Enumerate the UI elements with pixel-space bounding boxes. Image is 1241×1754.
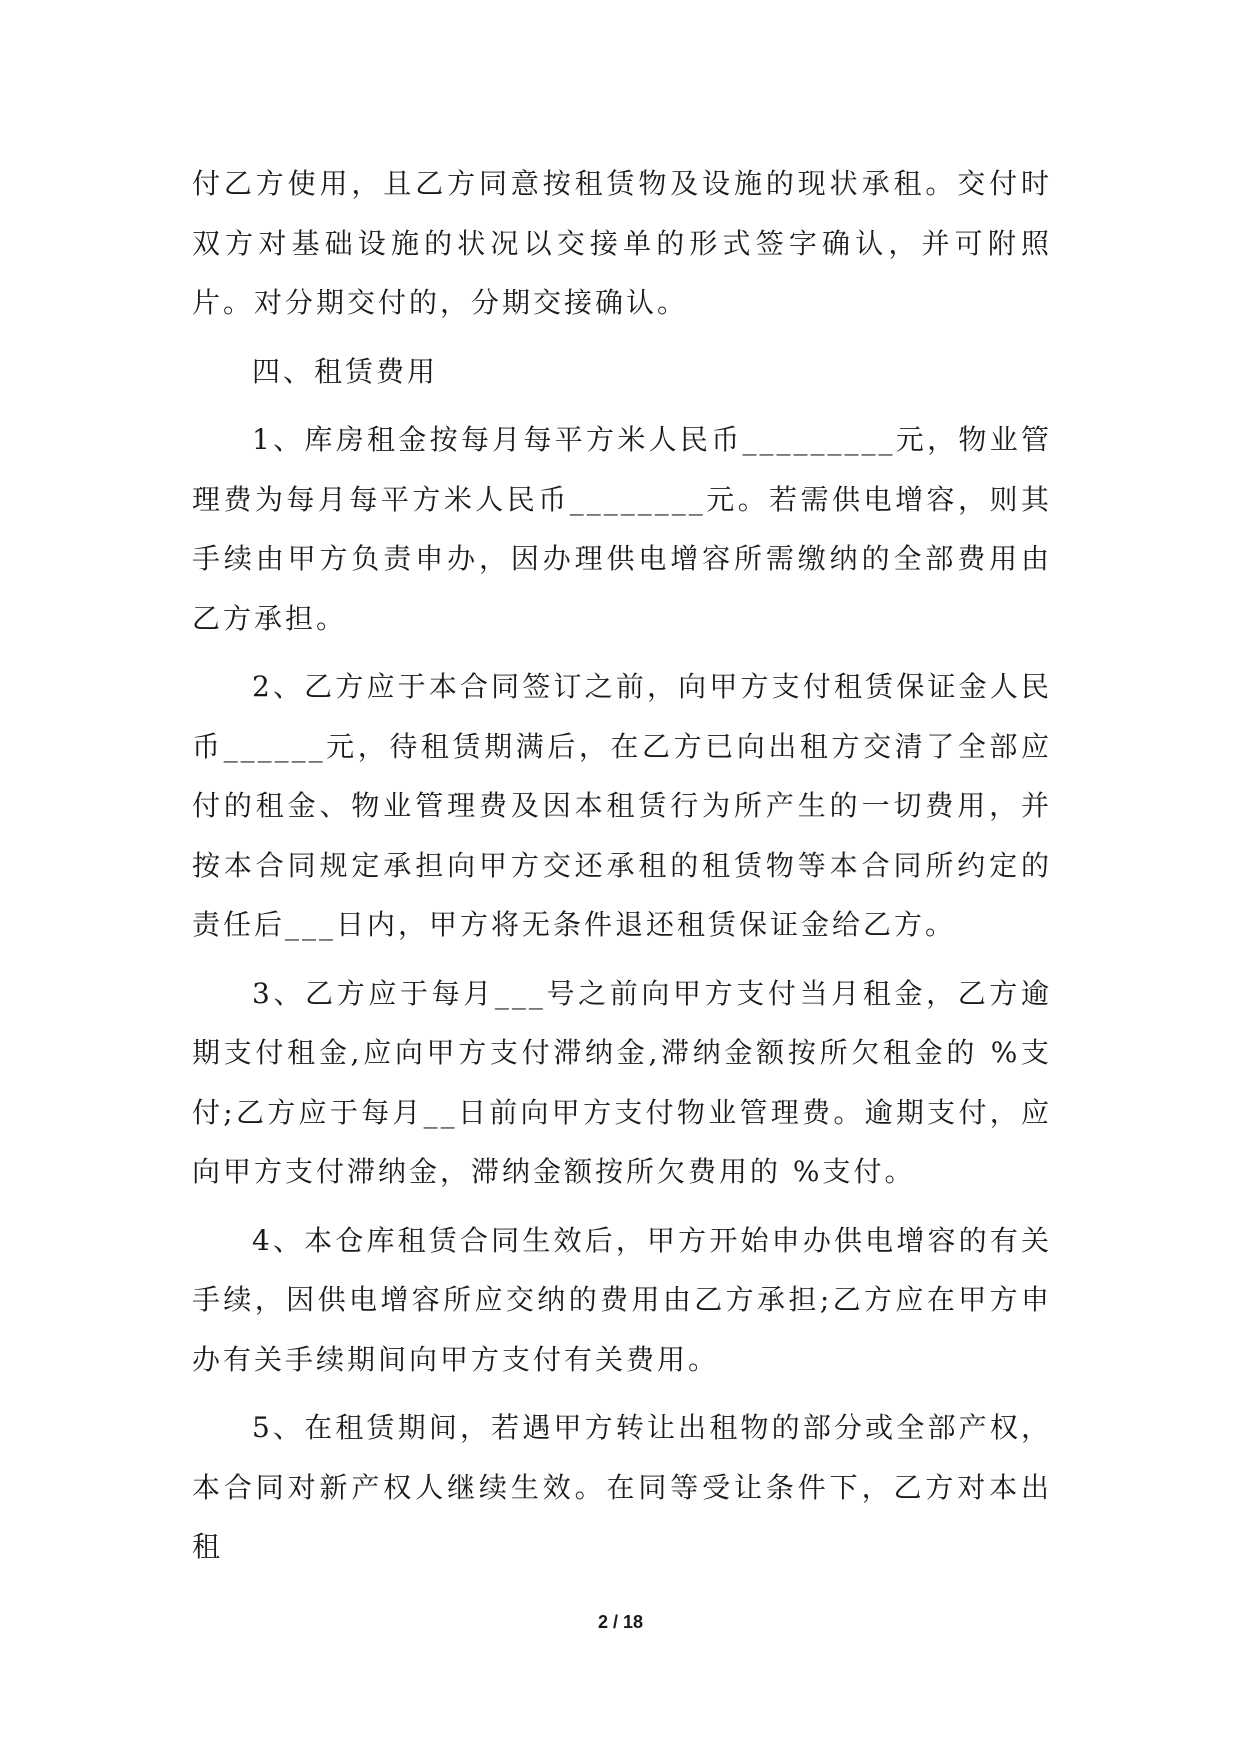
clause-3-payment-schedule: 3、乙方应于每月___号之前向甲方支付当月租金，乙方逾期支付租金,应向甲方支付滞纳金,滞纳金额按所欠租金的 %支付;乙方应于每月__日前向甲方支付物业管理费。逾期支付，应向甲方支付滞纳金，滞纳金额按所欠费用的 %支付。	[192, 976, 1052, 1188]
clause-1-rent: 1、库房租金按每月每平方米人民币_________元，物业管理费为每月每平方米人民币________元。若需供电增容，则其手续由甲方负责申办，因办理供电增容所需缴纳的全部费用由乙方承担。	[192, 423, 1052, 635]
page-number: 2 / 18	[597, 1612, 644, 1632]
document-body	[192, 154, 1052, 1586]
clause-5-property-transfer: 5、在租赁期间，若遇甲方转让出租物的部分或全部产权，本合同对新产权人继续生效。在同等受让条件下，乙方对本出租	[192, 1411, 1052, 1563]
clause-2-deposit: 2、乙方应于本合同签订之前，向甲方支付租赁保证金人民币______元，待租赁期满后，在乙方已向出租方交清了全部应付的租金、物业管理费及因本租赁行为所产生的一切费用，并按本合同规定承担向甲方交还承租的租赁物等本合同所约定的责任后___日内，甲方将无条件退还租赁保证金给乙方。	[192, 670, 1052, 941]
section-heading-lease-fees: 四、租赁费用	[252, 354, 439, 388]
paragraph-handover: 付乙方使用，且乙方同意按租赁物及设施的现状承租。交付时双方对基础设施的状况以交接单的形式签字确认，并可附照片。对分期交付的，分期交接确认。	[192, 167, 1052, 319]
clause-4-power-expansion: 4、本仓库租赁合同生效后，甲方开始申办供电增容的有关手续，因供电增容所应交纳的费用由乙方承担;乙方应在甲方申办有关手续期间向甲方支付有关费用。	[192, 1223, 1052, 1376]
